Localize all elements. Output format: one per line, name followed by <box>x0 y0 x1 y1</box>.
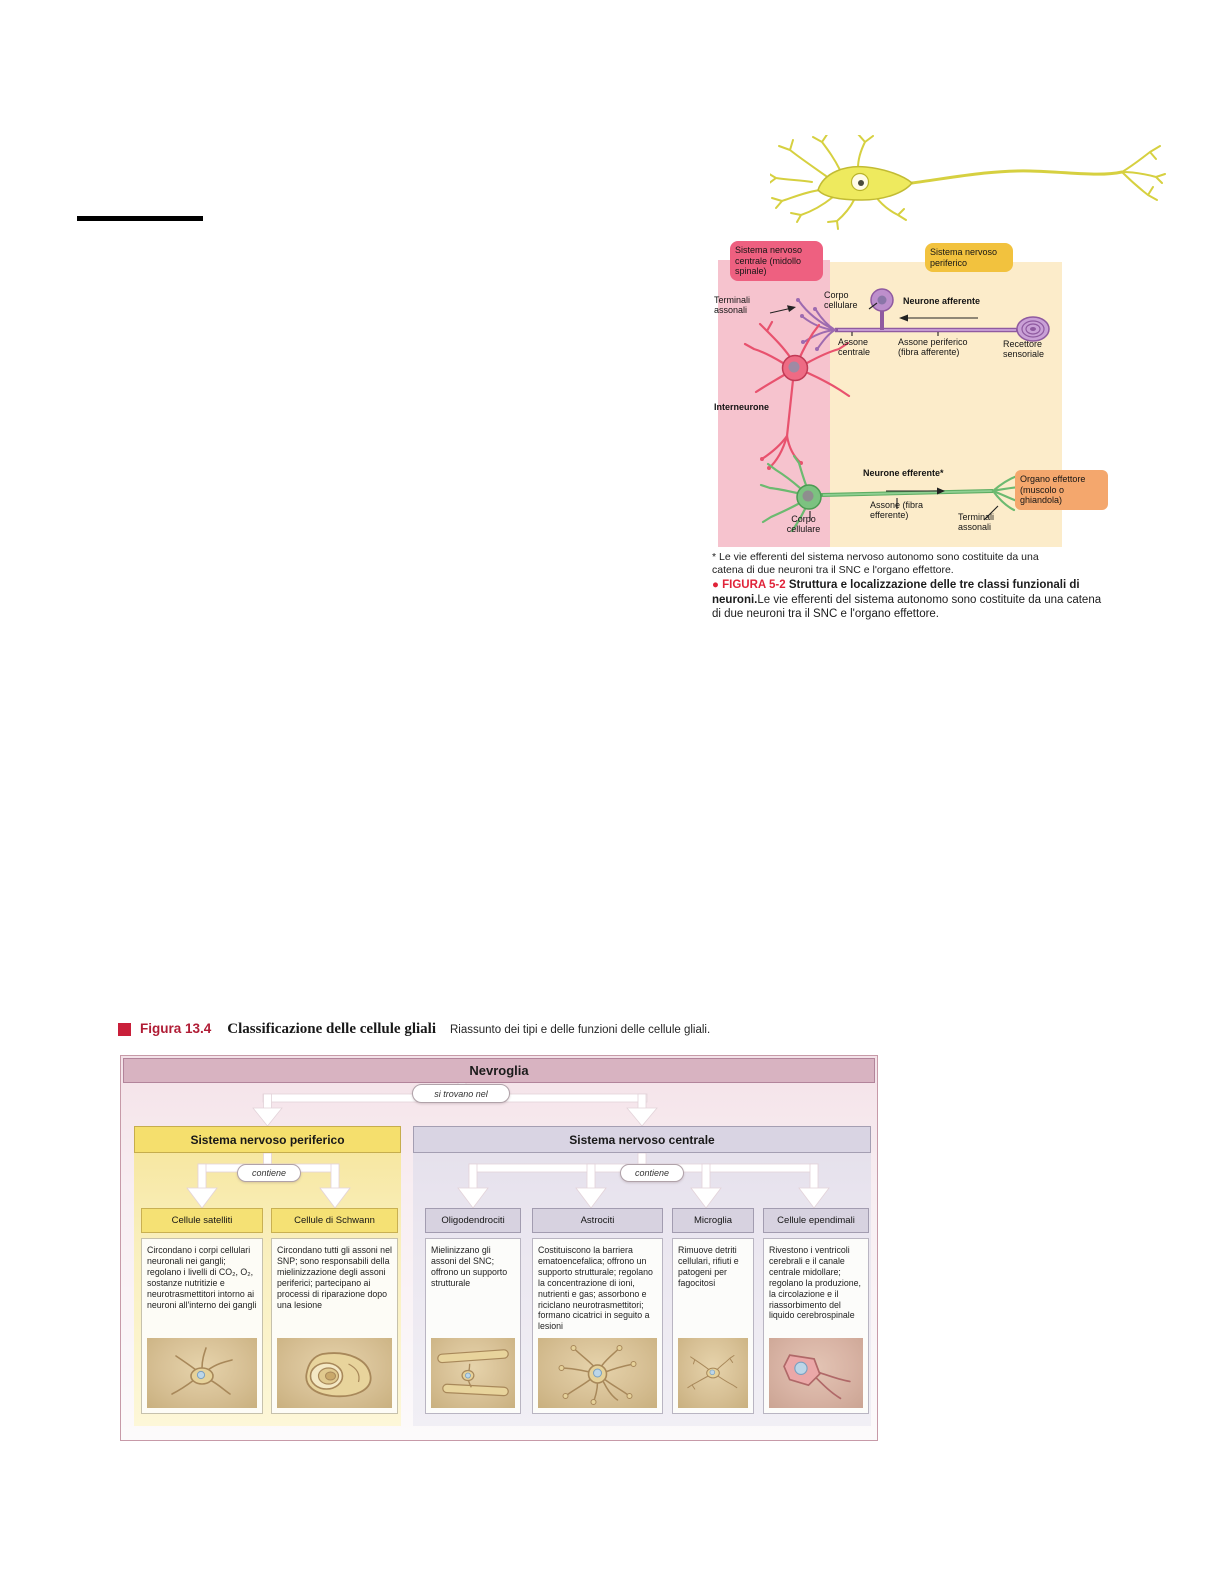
oligodendrocyte-illustration <box>431 1338 515 1408</box>
label-axon-terminals-bottom: Terminali assonali <box>958 512 995 533</box>
microglia-illustration <box>678 1338 748 1408</box>
figure-5-2-caption <box>712 578 1112 622</box>
snp-group-bar: Sistema nervoso periferico <box>134 1126 401 1153</box>
ependymal-cell-illustration <box>769 1338 863 1408</box>
figure-5-2 <box>712 238 1114 640</box>
neuroglia-flowchart <box>120 1055 878 1441</box>
effector-organ-label: Organo effettore (muscolo o ghiandola) <box>1020 474 1086 506</box>
multipolar-neuron-illustration <box>770 135 1170 235</box>
card-cellule-satelliti <box>141 1238 263 1414</box>
header-cellule-di-schwann: Cellule di Schwann <box>271 1208 398 1233</box>
label-peripheral-axon: Assone periferico (fibra afferente) <box>898 337 968 358</box>
astrocyte-illustration <box>538 1338 657 1408</box>
card-cellule-di-schwann <box>271 1238 398 1414</box>
figure-13-4-title: Classificazione delle cellule gliali <box>227 1021 436 1037</box>
figure-13-4-subtitle: Riassunto dei tipi e delle funzioni delle cellule gliali. <box>450 1024 711 1036</box>
effector-organ-box <box>1015 470 1108 510</box>
snc-label-box <box>730 241 823 281</box>
label-efferent-neuron: Neurone efferente* <box>863 468 944 478</box>
connector-label-si-trovano-nel: si trovano nel <box>412 1084 510 1103</box>
figure-5-2-footnote: * Le vie efferenti del sistema nervoso autonomo sono costituite da una catena di due neuroni tra il SNC e l'organo effettore. <box>712 551 1039 577</box>
figure-13-4-caption <box>118 1021 1098 1038</box>
snp-label-box <box>925 243 1013 272</box>
label-central-axon: Assone centrale <box>838 337 871 358</box>
neuron-axon <box>912 171 1122 183</box>
desc-oligodendrociti: Mielinizzano gli assoni del SNC; offrono un supporto strutturale <box>431 1245 508 1288</box>
header-astrociti: Astrociti <box>532 1208 663 1233</box>
card-astrociti <box>532 1238 663 1414</box>
snp-label: Sistema nervoso periferico <box>930 247 998 268</box>
figure-5-2-caption-tag: ● FIGURA 5-2 <box>712 579 786 591</box>
neuron-axon-terminals <box>1122 146 1165 200</box>
header-oligodendrociti: Oligodendrociti <box>425 1208 521 1233</box>
desc-microglia: Rimuove detriti cellulari, rifiuti e patogeni per fagocitosi <box>678 1245 739 1288</box>
snc-group-bar: Sistema nervoso centrale <box>413 1126 871 1153</box>
neuron-nucleolus <box>858 180 864 186</box>
snc-label: Sistema nervoso centrale (midollo spinale) <box>735 245 803 277</box>
horizontal-rule <box>77 216 203 221</box>
label-efferent-axon: Assone (fibra efferente) <box>870 500 924 521</box>
satellite-cell-illustration <box>147 1338 257 1408</box>
label-axon-terminals-top: Terminali assonali <box>714 295 751 316</box>
connector-label-contiene-snc: contiene <box>620 1164 684 1182</box>
card-oligodendrociti <box>425 1238 521 1414</box>
desc-cellule-di-schwann: Circondano tutti gli assoni nel SNP; sono responsabili della mielinizzazione degli assoni periferici; partecipano ai processi di riparazione dopo una lesione <box>277 1245 392 1310</box>
figure-5-2-caption-text: Le vie efferenti del sistema autonomo sono costituite da una catena di due neuroni tra il SNC e l'organo effettore. <box>712 593 1102 621</box>
card-cellule-ependimali <box>763 1238 869 1414</box>
desc-cellule-satelliti: Circondano i corpi cellulari neuronali nei gangli; regolano i livelli di CO₂, O₂, sostanze nutritizie e neurotrasmettitori intorno ai neuroni all'interno dei gangli <box>147 1245 257 1310</box>
header-microglia: Microglia <box>672 1208 754 1233</box>
label-cell-body-top: Corpo cellulare <box>824 290 858 311</box>
nevroglia-root-node: Nevroglia <box>123 1058 875 1083</box>
connector-label-contiene-snp: contiene <box>237 1164 301 1182</box>
label-cell-body-bottom: Corpo cellulare <box>786 514 821 535</box>
figure-13-4-number: Figura 13.4 <box>140 1021 212 1036</box>
desc-astrociti: Costituiscono la barriera ematoencefalica; offrono un supporto strutturale; regolano la concentrazione di ioni, nutrienti e gas; assorbono e riciclano neurotrasmettitori; formano cicatrici in seguito a lesioni <box>538 1245 653 1332</box>
schwann-cell-illustration <box>277 1338 392 1408</box>
card-microglia <box>672 1238 754 1414</box>
label-interneuron: Interneurone <box>714 402 770 412</box>
header-cellule-ependimali: Cellule ependimali <box>763 1208 869 1233</box>
desc-cellule-ependimali: Rivestono i ventricoli cerebrali e il canale centrale midollare; regolano la produzione, la circolazione e il riassorbimento del liquido cerebrospinale <box>769 1245 861 1321</box>
label-sensory-receptor: Recettore sensoriale <box>1003 339 1045 360</box>
figure-5-2-caption-title: Struttura e localizzazione delle tre classi funzionali di neuroni. <box>712 579 1080 606</box>
header-cellule-satelliti: Cellule satelliti <box>141 1208 263 1233</box>
figure-marker-icon <box>118 1023 131 1036</box>
label-afferent-neuron: Neurone afferente <box>903 296 981 306</box>
